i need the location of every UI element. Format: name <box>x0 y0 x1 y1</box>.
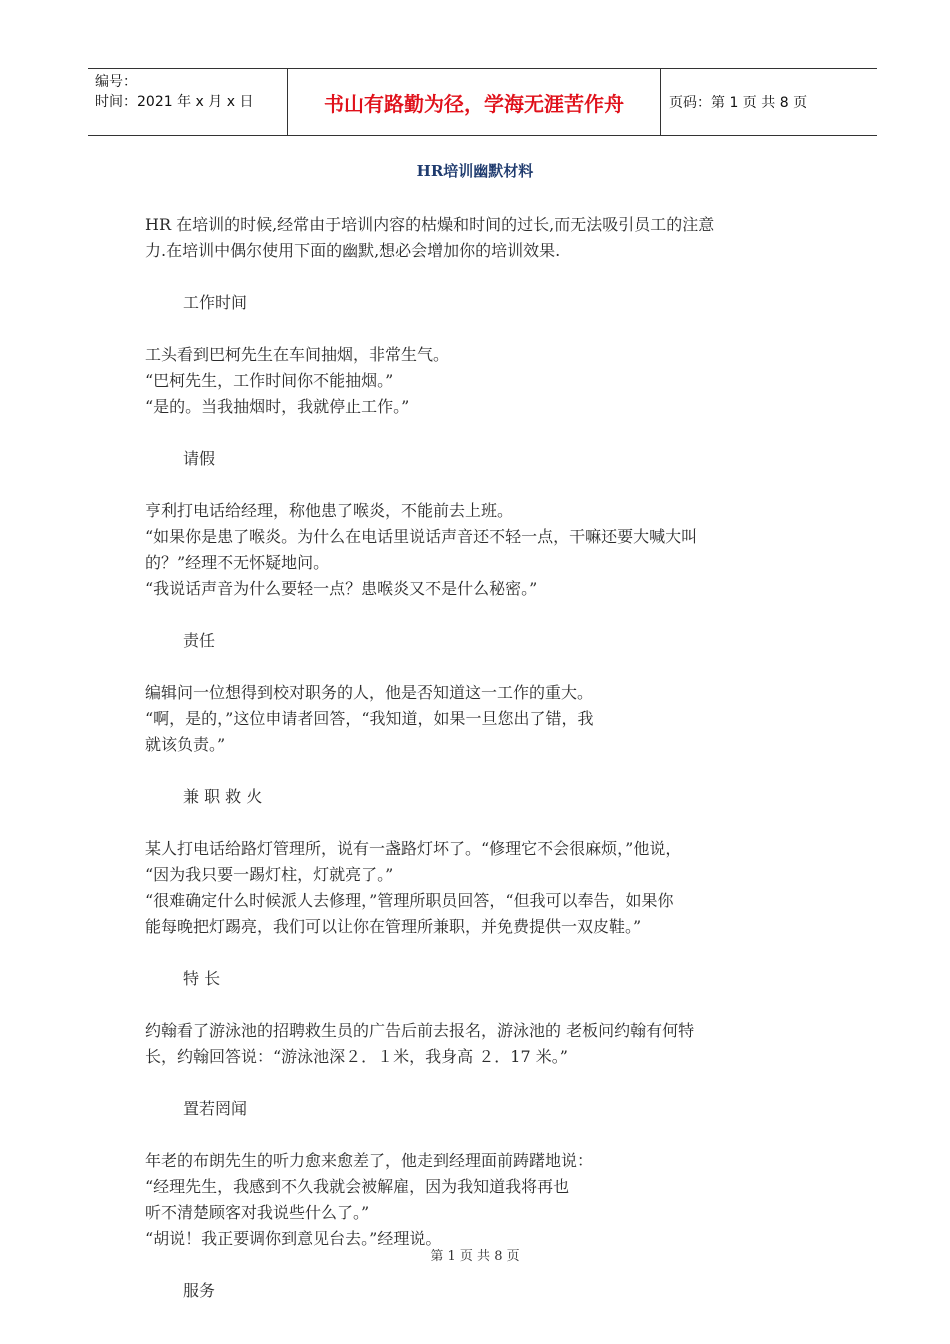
text-line: 编辑问一位想得到校对职务的人，他是否知道这一工作的重大。 <box>145 683 594 702</box>
text-line: 能每晚把灯踢亮，我们可以让你在管理所兼职，并免费提供一双皮鞋。” <box>145 917 642 936</box>
text-line: “我说话声音为什么要轻一点？患喉炎又不是什么秘密。” <box>145 579 538 598</box>
time-label: 时间：2021 年 x 月 x 日 <box>95 94 254 110</box>
document-title: HR培训幽默材料 <box>416 162 534 180</box>
text-line: 长，约翰回答说：“游泳池深２．１米，我身高 ２．17 米。” <box>145 1047 568 1066</box>
text-line: 听不清楚顾客对我说些什么了。” <box>145 1203 370 1222</box>
text-line: 工头看到巴柯先生在车间抽烟，非常生气。 <box>145 345 450 364</box>
section-paragraph <box>145 498 825 602</box>
header-meta <box>88 69 287 135</box>
number-label: 编号： <box>95 74 137 90</box>
text-line: HR 在培训的时候,经常由于培训内容的枯燥和时间的过长,而无法吸引员工的注意 <box>145 215 715 234</box>
text-line: “胡说！我正要调你到意见台去。”经理说。 <box>145 1229 442 1248</box>
section-paragraph <box>145 342 825 420</box>
text-line: “如果你是患了喉炎。为什么在电话里说话声音还不轻一点，干嘛还要大喊大叫 <box>145 527 698 546</box>
section-heading: 兼 职 救 火 <box>183 787 263 806</box>
text-line: 力.在培训中偶尔使用下面的幽默,想必会增加你的培训效果. <box>145 241 561 260</box>
text-line: 的？”经理不无怀疑地问。 <box>145 553 330 572</box>
section-heading: 请假 <box>183 449 216 468</box>
header-motto: 书山有路勤为径，学海无涯苦作舟 <box>287 69 661 135</box>
section-paragraph <box>145 1148 825 1252</box>
text-line: 年老的布朗先生的听力愈来愈差了，他走到经理面前踌躇地说： <box>145 1151 594 1170</box>
intro-paragraph <box>145 212 825 264</box>
document-body <box>145 212 825 1304</box>
section-heading: 服务 <box>183 1281 216 1300</box>
header-page-label: 页码：第 1 页 共 8 页 <box>669 95 808 111</box>
text-line: “啊，是的，”这位申请者回答，“我知道，如果一旦您出了错，我 <box>145 709 594 728</box>
text-line: “巴柯先生，工作时间你不能抽烟。” <box>145 371 394 390</box>
text-line: “因为我只要一踢灯柱，灯就亮了。” <box>145 865 394 884</box>
section-heading: 责任 <box>183 631 216 650</box>
text-line: 就该负责。” <box>145 735 226 754</box>
text-line: “很难确定什么时候派人去修理，”管理所职员回答，“但我可以奉告，如果你 <box>145 891 674 910</box>
section-paragraph <box>145 680 825 758</box>
section-heading: 特 长 <box>183 969 221 988</box>
section-paragraph <box>145 1018 825 1070</box>
page-footer: 第 1 页 共 8 页 <box>430 1249 520 1264</box>
page-header <box>88 68 877 136</box>
section-paragraph <box>145 836 825 940</box>
section-heading: 工作时间 <box>183 293 248 312</box>
section-heading: 置若罔闻 <box>183 1099 248 1118</box>
text-line: 某人打电话给路灯管理所，说有一盏路灯坏了。“修理它不会很麻烦，”他说， <box>145 839 682 858</box>
text-line: “经理先生，我感到不久我就会被解雇，因为我知道我将再也 <box>145 1177 570 1196</box>
text-line: 亨利打电话给经理，称他患了喉炎，不能前去上班。 <box>145 501 514 520</box>
text-line: 约翰看了游泳池的招聘救生员的广告后前去报名，游泳池的 老板问约翰有何特 <box>145 1021 695 1040</box>
text-line: “是的。当我抽烟时，我就停止工作。” <box>145 397 410 416</box>
